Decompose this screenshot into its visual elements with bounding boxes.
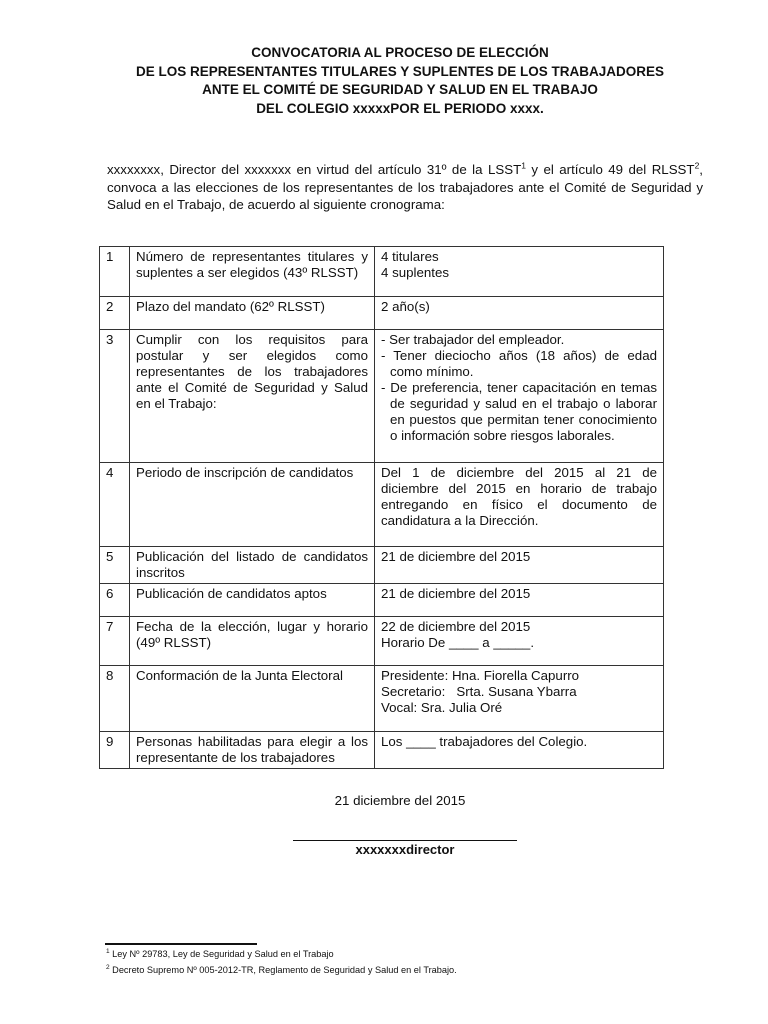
schedule-table bbox=[99, 246, 664, 769]
value-line: 21 de diciembre del 2015 bbox=[381, 586, 531, 601]
footnote-mark: 1 bbox=[106, 947, 110, 955]
row-number: 1 bbox=[100, 247, 130, 297]
value-line: 21 de diciembre del 2015 bbox=[381, 549, 531, 564]
row-number: 2 bbox=[100, 297, 130, 330]
intro-text-2: y el artículo 49 del RLSST bbox=[525, 162, 695, 177]
table-row bbox=[100, 547, 664, 584]
value-line: Vocal: Sra. Julia Oré bbox=[381, 700, 503, 715]
footnote-separator bbox=[105, 943, 257, 945]
row-description: Publicación de candidatos aptos bbox=[130, 584, 375, 617]
signature-line bbox=[293, 840, 517, 841]
table-row bbox=[100, 617, 664, 666]
footnote-1 bbox=[106, 948, 334, 960]
table-row bbox=[100, 330, 664, 463]
requirement-item: - De preferencia, tener capacitación en temas de seguridad y salud en el trabajo o laborar en puestos que permitan tener conocimiento o información sobre riesgos laborales. bbox=[381, 380, 657, 443]
table-row bbox=[100, 247, 664, 297]
requirement-item: - Ser trabajador del empleador. bbox=[381, 332, 565, 347]
table-row bbox=[100, 666, 664, 732]
row-description: Cumplir con los requisitos para postular y ser elegidos como representantes de los trabajadores ante el Comité de Seguridad y Salud en el Trabajo: bbox=[130, 330, 375, 463]
title-line-2: DE LOS REPRESENTANTES TITULARES Y SUPLENTES DE LOS TRABAJADORES bbox=[135, 63, 665, 79]
row-value bbox=[375, 297, 664, 330]
value-line: Horario De ____ a _____. bbox=[381, 635, 535, 650]
row-value bbox=[375, 732, 664, 769]
intro-text-3: , convoca a las elecciones de los representantes de los trabajadores ante el Comité de Seguridad y Salud en el Trabajo, de acuerdo al siguiente cronograma: bbox=[107, 162, 703, 212]
value-line: 22 de diciembre del 2015 bbox=[381, 619, 531, 634]
signatory-name: xxxxxxxdirector bbox=[355, 842, 455, 857]
row-description: Periodo de inscripción de candidatos bbox=[130, 463, 375, 547]
value-line: Los ____ trabajadores del Colegio. bbox=[381, 734, 588, 749]
row-number: 3 bbox=[100, 330, 130, 463]
row-number: 9 bbox=[100, 732, 130, 769]
row-value bbox=[375, 463, 664, 547]
document-title bbox=[100, 44, 700, 118]
row-value bbox=[375, 247, 664, 297]
value-line: 4 suplentes bbox=[381, 265, 450, 280]
footnote-ref-2[interactable]: 2 bbox=[694, 160, 700, 171]
footnote-text: Ley Nº 29783, Ley de Seguridad y Salud en el Trabajo bbox=[109, 949, 334, 959]
footnote-ref-1[interactable]: 1 bbox=[521, 160, 526, 171]
title-line-4: DEL COLEGIO xxxxxPOR EL PERIODO xxxx. bbox=[256, 100, 544, 116]
table-row bbox=[100, 297, 664, 330]
row-value bbox=[375, 584, 664, 617]
row-number: 7 bbox=[100, 617, 130, 666]
table-row bbox=[100, 584, 664, 617]
signature-date: 21 diciembre del 2015 bbox=[334, 793, 466, 808]
row-description: Fecha de la elección, lugar y horario (49º RLSST) bbox=[130, 617, 375, 666]
row-number: 4 bbox=[100, 463, 130, 547]
title-line-3: ANTE EL COMITÉ DE SEGURIDAD Y SALUD EN EL TRABAJO bbox=[202, 82, 598, 97]
row-value bbox=[375, 666, 664, 732]
value-line: Secretario: Srta. Susana Ybarra bbox=[381, 684, 577, 699]
row-description: Conformación de la Junta Electoral bbox=[130, 666, 375, 732]
footnote-text: Decreto Supremo Nº 005-2012-TR, Reglamento de Seguridad y Salud en el Trabajo. bbox=[109, 965, 457, 975]
row-number: 6 bbox=[100, 584, 130, 617]
row-number: 5 bbox=[100, 547, 130, 584]
row-value bbox=[375, 547, 664, 584]
footnote-2 bbox=[106, 964, 457, 976]
row-description: Personas habilitadas para elegir a los representante de los trabajadores bbox=[130, 732, 375, 769]
title-line-1: CONVOCATORIA AL PROCESO DE ELECCIÓN bbox=[251, 45, 549, 60]
row-description: Número de representantes titulares y suplentes a ser elegidos (43º RLSST) bbox=[130, 247, 375, 297]
footnote-mark: 2 bbox=[106, 963, 110, 971]
requirement-item: - Tener dieciocho años (18 años) de edad como mínimo. bbox=[381, 348, 657, 379]
row-value bbox=[375, 617, 664, 666]
row-number: 8 bbox=[100, 666, 130, 732]
value-line: 2 año(s) bbox=[381, 299, 430, 314]
value-line: Del 1 de diciembre del 2015 al 21 de diciembre del 2015 en horario de trabajo entregando en físico el documento de candidatura a la Dirección. bbox=[381, 465, 657, 528]
row-description: Publicación del listado de candidatos inscritos bbox=[130, 547, 375, 584]
intro-paragraph bbox=[107, 161, 703, 214]
row-description: Plazo del mandato (62º RLSST) bbox=[130, 297, 375, 330]
table-row bbox=[100, 463, 664, 547]
row-value bbox=[375, 330, 664, 463]
intro-text-1: xxxxxxxx, Director del xxxxxxx en virtud del artículo 31º de la LSST bbox=[107, 162, 522, 177]
value-line: Presidente: Hna. Fiorella Capurro bbox=[381, 668, 580, 683]
value-line: 4 titulares bbox=[381, 249, 439, 264]
table-row bbox=[100, 732, 664, 769]
